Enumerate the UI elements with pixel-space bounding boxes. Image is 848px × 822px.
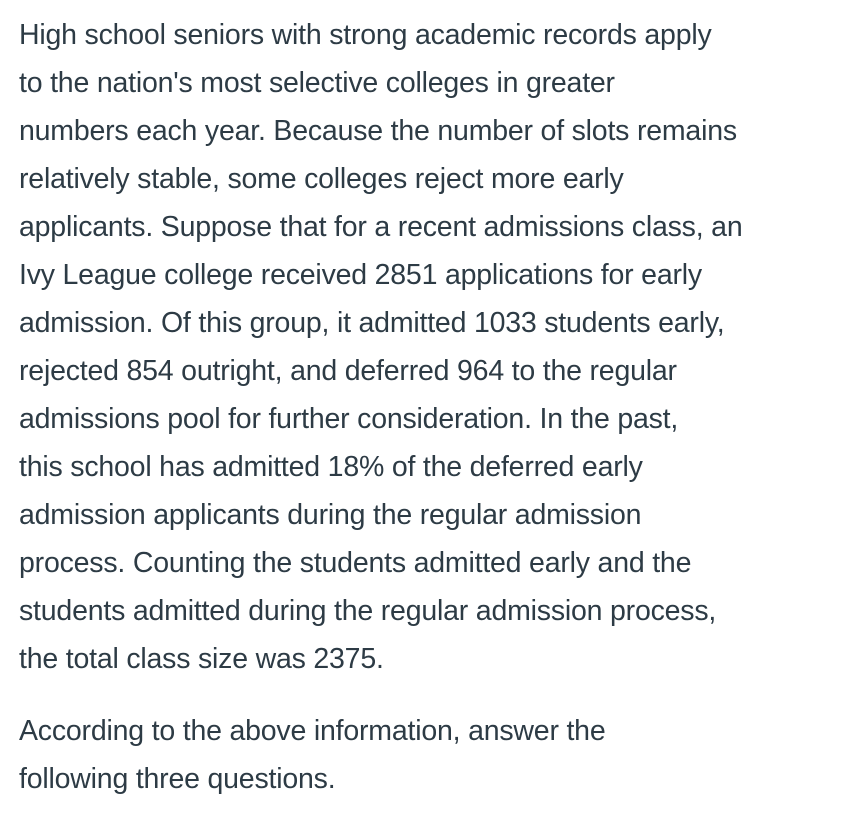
text-line: According to the above information, answer the xyxy=(19,715,606,747)
text-line: process. Counting the students admitted early and the xyxy=(19,547,692,579)
text-line: numbers each year. Because the number of slots remains xyxy=(19,115,737,147)
paragraph-spacer xyxy=(19,683,831,707)
text-line: Ivy League college received 2851 applications for early xyxy=(19,259,702,291)
question-text xyxy=(19,11,831,803)
text-line: following three questions. xyxy=(19,763,336,795)
instruction-paragraph xyxy=(19,707,831,803)
text-line: the total class size was 2375. xyxy=(19,643,384,675)
text-line: High school seniors with strong academic records apply xyxy=(19,19,712,51)
text-line: admission. Of this group, it admitted 1033 students early, xyxy=(19,307,725,339)
text-line: relatively stable, some colleges reject more early xyxy=(19,163,624,195)
text-line: admission applicants during the regular admission xyxy=(19,499,642,531)
text-line: to the nation's most selective colleges in greater xyxy=(19,67,615,99)
text-line: rejected 854 outright, and deferred 964 to the regular xyxy=(19,355,677,387)
text-line: applicants. Suppose that for a recent admissions class, an xyxy=(19,211,743,243)
text-line: admissions pool for further consideration. In the past, xyxy=(19,403,679,435)
text-line: this school has admitted 18% of the deferred early xyxy=(19,451,643,483)
problem-paragraph xyxy=(19,11,831,683)
text-line: students admitted during the regular admission process, xyxy=(19,595,717,627)
